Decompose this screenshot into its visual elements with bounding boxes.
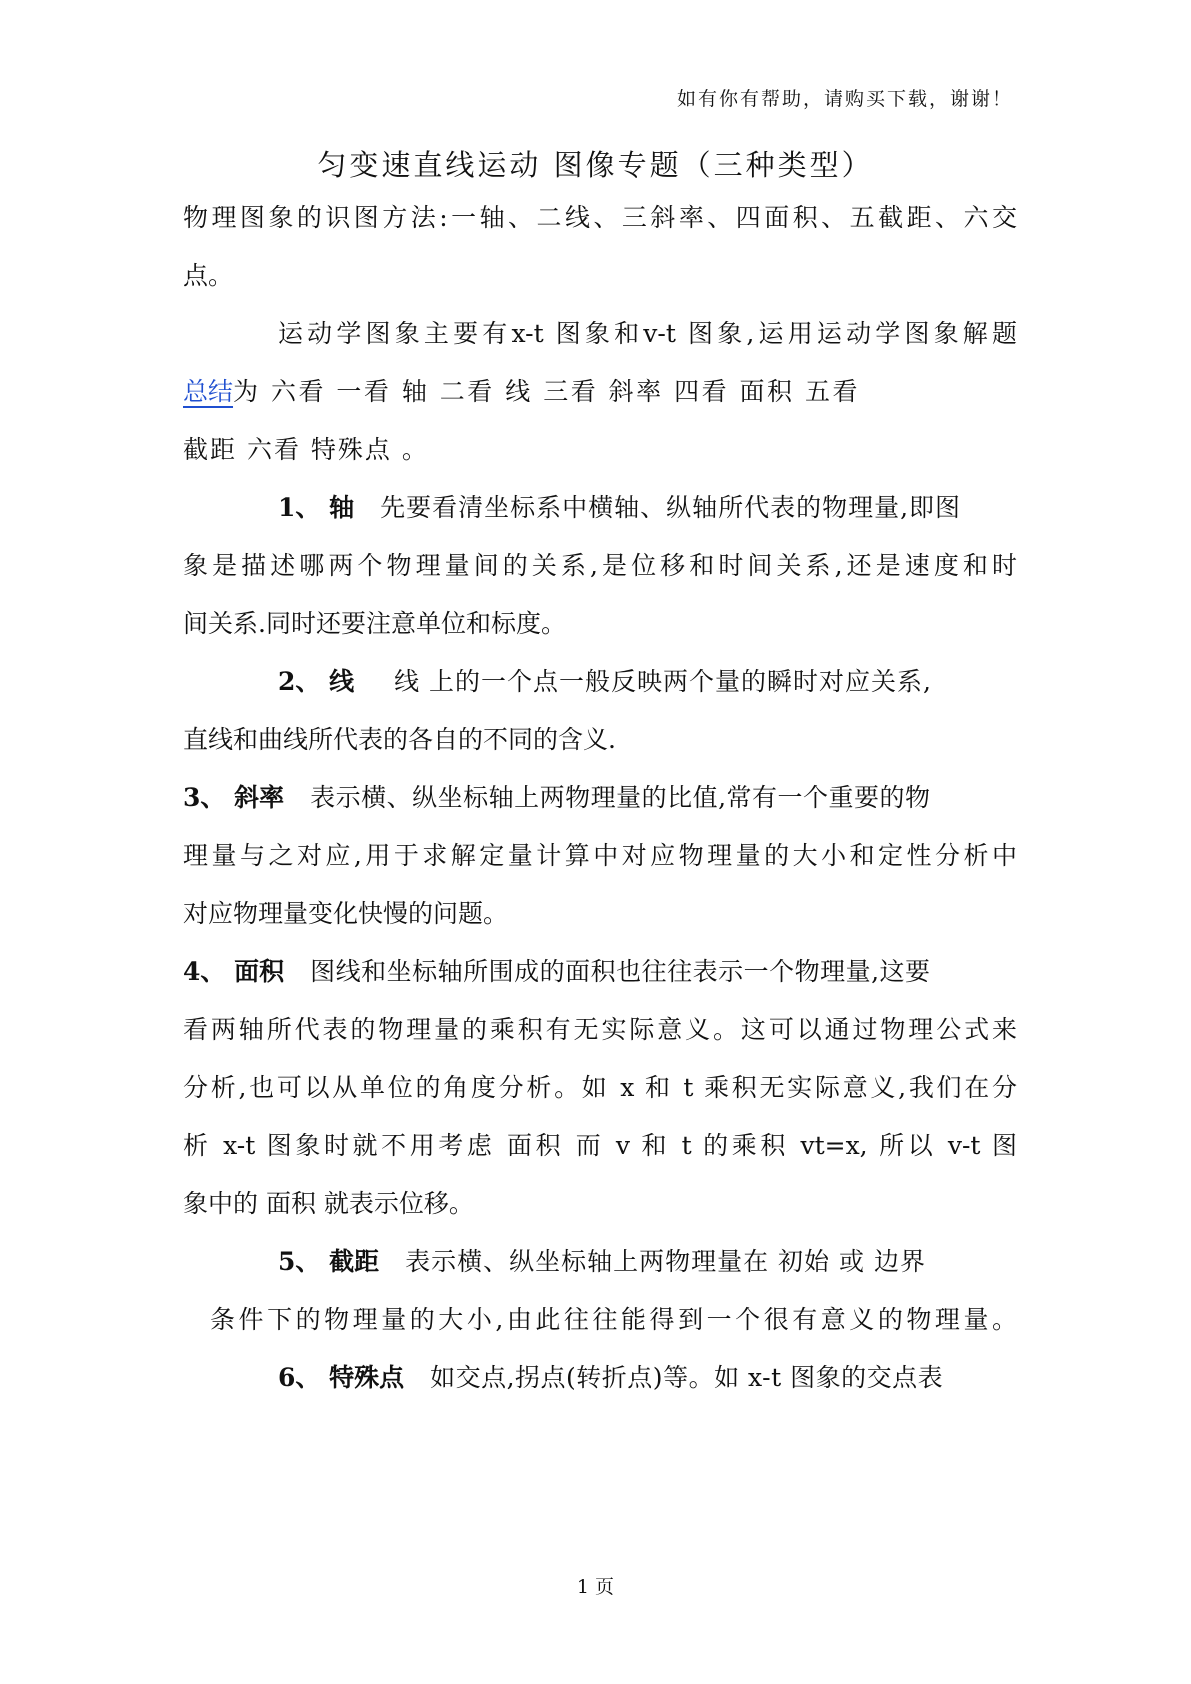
- item2-text-1: 线 上的一个点一般反映两个量的瞬时对应关系,: [394, 667, 933, 696]
- item1-text-1: 先要看清坐标系中横轴、纵轴所代表的物理量,即图: [380, 493, 962, 522]
- item6-label: 6、 特殊点: [278, 1363, 405, 1392]
- item2-label: 2、 线: [278, 667, 355, 696]
- item4-line-1: [183, 954, 931, 990]
- item4-line-2: 看两轴所代表的物理量的乘积有无实际意义。这可以通过物理公式来: [183, 1015, 1017, 1044]
- page-title: 匀变速直线运动 图像专题（三种类型）: [317, 148, 874, 182]
- item3-text-1: 表示横、纵坐标轴上两物理量的比值,常有一个重要的物: [310, 783, 931, 812]
- summary-line-1: 运动学图象主要有x-t 图象和v-t 图象,运用运动学图象解题: [278, 319, 1017, 348]
- item5-line-1: [278, 1244, 926, 1280]
- item6-text-1: 如交点,拐点(转折点)等。如 x-t 图象的交点表: [430, 1363, 944, 1392]
- item4-text-1: 图线和坐标轴所围成的面积也往往表示一个物理量,这要: [310, 957, 931, 986]
- item1-line-2: 象是描述哪两个物理量间的关系,是位移和时间关系,还是速度和时: [183, 551, 1017, 580]
- item3-line-1: [183, 780, 931, 816]
- item3-line-2: 理量与之对应,用于求解定量计算中对应物理量的大小和定性分析中: [183, 841, 1017, 870]
- item4-label: 4、 面积: [183, 957, 285, 986]
- item1-label: 1、 轴: [278, 493, 355, 522]
- item1-line-3: 间关系.同时还要注意单位和标度。: [183, 609, 566, 638]
- header-note: 如有你有帮助，请购买下载，谢谢！: [676, 88, 1013, 110]
- summary-line-3: 截距 六看 特殊点 。: [183, 435, 429, 464]
- item5-label: 5、 截距: [278, 1247, 380, 1276]
- item2-line-1: [278, 664, 932, 700]
- summary-line-2-text: 为 六看 一看 轴 二看 线 三看 斜率 四看 面积 五看: [233, 377, 860, 406]
- item3-line-3: 对应物理量变化快慢的问题。: [183, 899, 509, 928]
- item3-label: 3、 斜率: [183, 783, 285, 812]
- page-number: 1 页: [576, 1576, 615, 1598]
- intro-line-1: 物理图象的识图方法:一轴、二线、三斜率、四面积、五截距、六交: [183, 203, 1017, 232]
- item4-line-4: 析 x-t 图象时就不用考虑 面积 而 v 和 t 的乘积 vt=x, 所以 v-t 图: [183, 1131, 1017, 1160]
- item4-line-3: 分析,也可以从单位的角度分析。如 x 和 t 乘积无实际意义,我们在分: [183, 1073, 1017, 1102]
- summary-link[interactable]: 总结: [183, 377, 234, 406]
- intro-line-2: 点。: [183, 261, 234, 290]
- item5-line-2: 条件下的物理量的大小,由此往往能得到一个很有意义的物理量。: [210, 1305, 1017, 1334]
- item6-line-1: [278, 1360, 943, 1396]
- item4-line-5: 象中的 面积 就表示位移。: [183, 1189, 474, 1218]
- item2-line-2: 直线和曲线所代表的各自的不同的含义.: [183, 725, 616, 754]
- summary-line-2: [183, 374, 860, 410]
- item1-line-1: [278, 490, 961, 526]
- item5-text-1: 表示横、纵坐标轴上两物理量在 初始 或 边界: [405, 1247, 926, 1276]
